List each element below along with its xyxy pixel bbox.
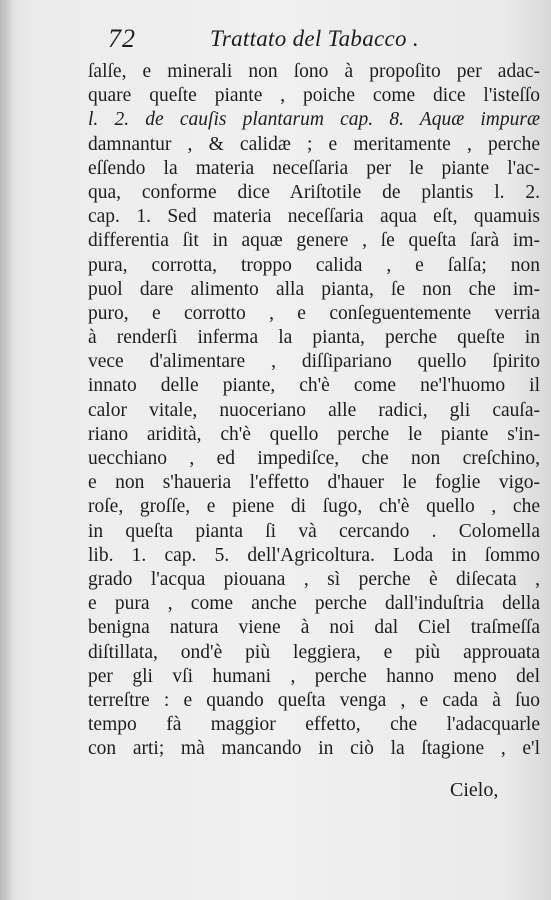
text-line: ſalſe, e minerali non ſono à propoſito per adac- — [88, 61, 540, 82]
text-line: differentia ſit in aquæ genere , ſe queſta ſarà im- — [88, 230, 540, 252]
page-header — [98, 14, 518, 54]
text-line: per gli vſi humani , perche hanno meno del — [88, 665, 540, 687]
text-line: riano aridità, ch'è quello perche le piante s'in- — [88, 423, 540, 445]
text-line: roſe, groſſe, e piene di ſugo, ch'è quello , che — [88, 496, 540, 518]
text-line: in queſta pianta ſi và cercando . Colomella — [88, 520, 540, 542]
text-line: con arti; mà mancando in ciò la ſtagione , e'l — [88, 738, 540, 760]
text-line: qua, conforme dice Ariſtotile de plantis l. 2. — [88, 181, 540, 203]
text-line: damnantur , & calidæ ; e meritamente , perche — [88, 133, 540, 155]
page-number: 72 — [108, 24, 136, 53]
text-line: benigna natura viene à noi dal Ciel traſmeſſa — [88, 617, 540, 639]
catchword: Cielo, — [450, 779, 499, 801]
running-title: Trattato del Tabacco . — [210, 26, 419, 51]
gutter-shadow — [0, 0, 14, 900]
text-line: grado l'acqua piouana , sì perche è diſecata , — [88, 568, 540, 590]
text-line: à renderſi inferma la pianta, perche queſte in — [88, 327, 540, 349]
text-line: l. 2. de cauſis plantarum cap. 8. Aquæ impuræ — [88, 109, 540, 131]
text-line: quare queſte piante , poiche come dice l'isteſſo — [88, 85, 540, 107]
text-line: tempo fà maggior effetto, che l'adacquarle — [88, 714, 540, 736]
text-line: cap. 1. Sed materia neceſſaria aqua eſt, quamuis — [88, 206, 540, 228]
text-line: e pura , come anche perche dall'induſtria della — [88, 593, 540, 615]
text-line: puro, e corrotto , e conſeguentemente verria — [88, 302, 540, 324]
text-line: uecchiano , ed impediſce, che non creſchino, — [88, 448, 540, 469]
text-line: diſtillata, ond'è più leggiera, e più approuata — [88, 641, 540, 663]
text-line: innato delle piante, ch'è come ne'l'huomo il — [88, 375, 540, 397]
text-line: calor vitale, nuoceriano alle radici, gli cauſa- — [88, 399, 540, 421]
body-text — [88, 60, 540, 761]
text-line: e non s'haueria l'effetto d'hauer le foglie vigo- — [88, 472, 540, 494]
text-line: lib. 1. cap. 5. dell'Agricoltura. Loda in ſommo — [88, 544, 540, 566]
text-line: pura, corrotta, troppo calida , e ſalſa; non — [88, 254, 540, 276]
text-line: vece d'alimentare , diſſipariano quello ſpirito — [88, 351, 540, 373]
text-line: eſſendo la materia neceſſaria per le piante l'ac- — [88, 157, 540, 179]
text-line: puol dare alimento alla pianta, ſe non che im- — [88, 278, 540, 300]
text-line: terreſtre : e quando queſta venga , e cada à ſuo — [88, 689, 540, 711]
